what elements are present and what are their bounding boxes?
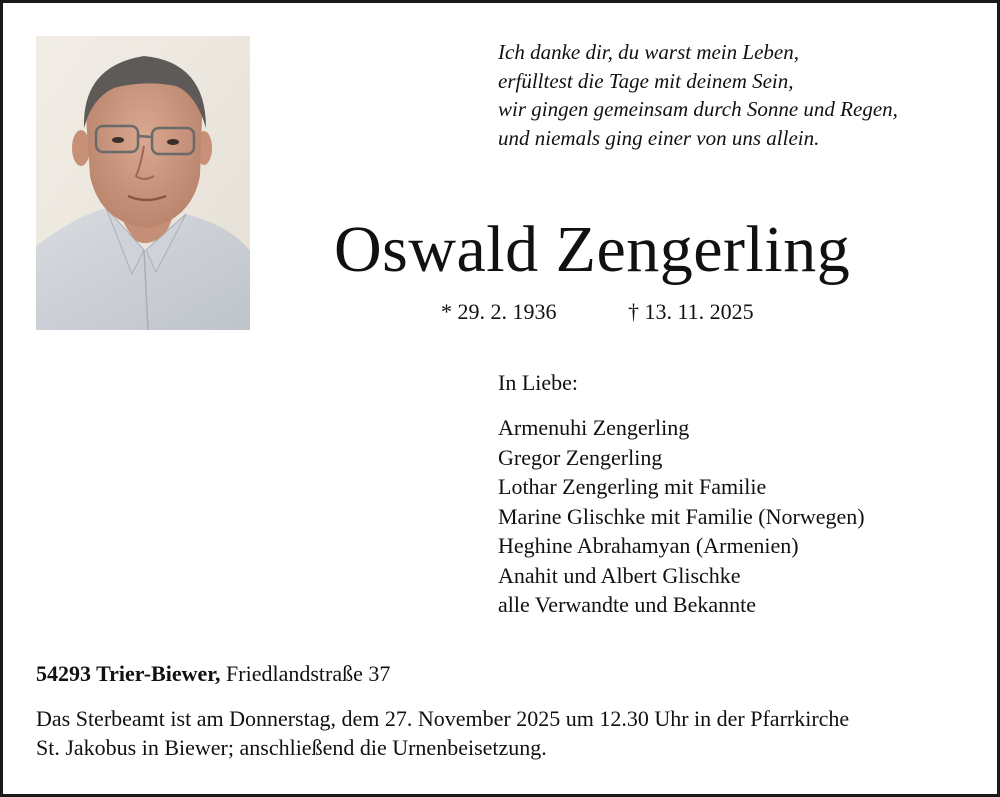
service-line: St. Jakobus in Biewer; anschließend die Urnenbeisetzung. (36, 734, 547, 760)
poem-line: und niemals ging einer von uns allein. (498, 125, 820, 150)
mourner-item: Anahit und Albert Glischke (498, 562, 741, 588)
birth-date: * 29. 2. 1936 (441, 299, 557, 324)
mourner-item: alle Verwandte und Bekannte (498, 592, 757, 617)
mourners-list (498, 413, 865, 620)
memorial-poem (498, 38, 898, 152)
poem-line: erfülltest die Tage mit deinem Sein, (498, 68, 794, 93)
mourner-item: Lothar Zengerling mit Familie (498, 474, 767, 499)
portrait-photo (36, 36, 250, 330)
mourner-item: Armenuhi Zengerling (498, 415, 690, 440)
service-line: Das Sterbeamt ist am Donnerstag, dem 27. November 2025 um 12.30 Uhr in der Pfarrkirche (36, 706, 850, 731)
death-date: † 13. 11. 2025 (628, 299, 754, 324)
address (36, 660, 390, 688)
mourner-item: Gregor Zengerling (498, 444, 663, 470)
poem-line: Ich danke dir, du warst mein Leben, (498, 40, 799, 64)
address-street: Friedlandstraße 37 (226, 661, 391, 686)
service-info (36, 705, 976, 762)
mourner-item: Marine Glischke mit Familie (Norwegen) (498, 503, 865, 529)
mourner-item: Heghine Abrahamyan (Armenien) (498, 533, 799, 558)
address-city: 54293 Trier-Biewer, (36, 661, 221, 686)
love-intro: In Liebe: (498, 370, 579, 395)
deceased-name: Oswald Zengerling (334, 213, 851, 286)
poem-line: wir gingen gemeinsam durch Sonne und Regen, (498, 97, 898, 121)
